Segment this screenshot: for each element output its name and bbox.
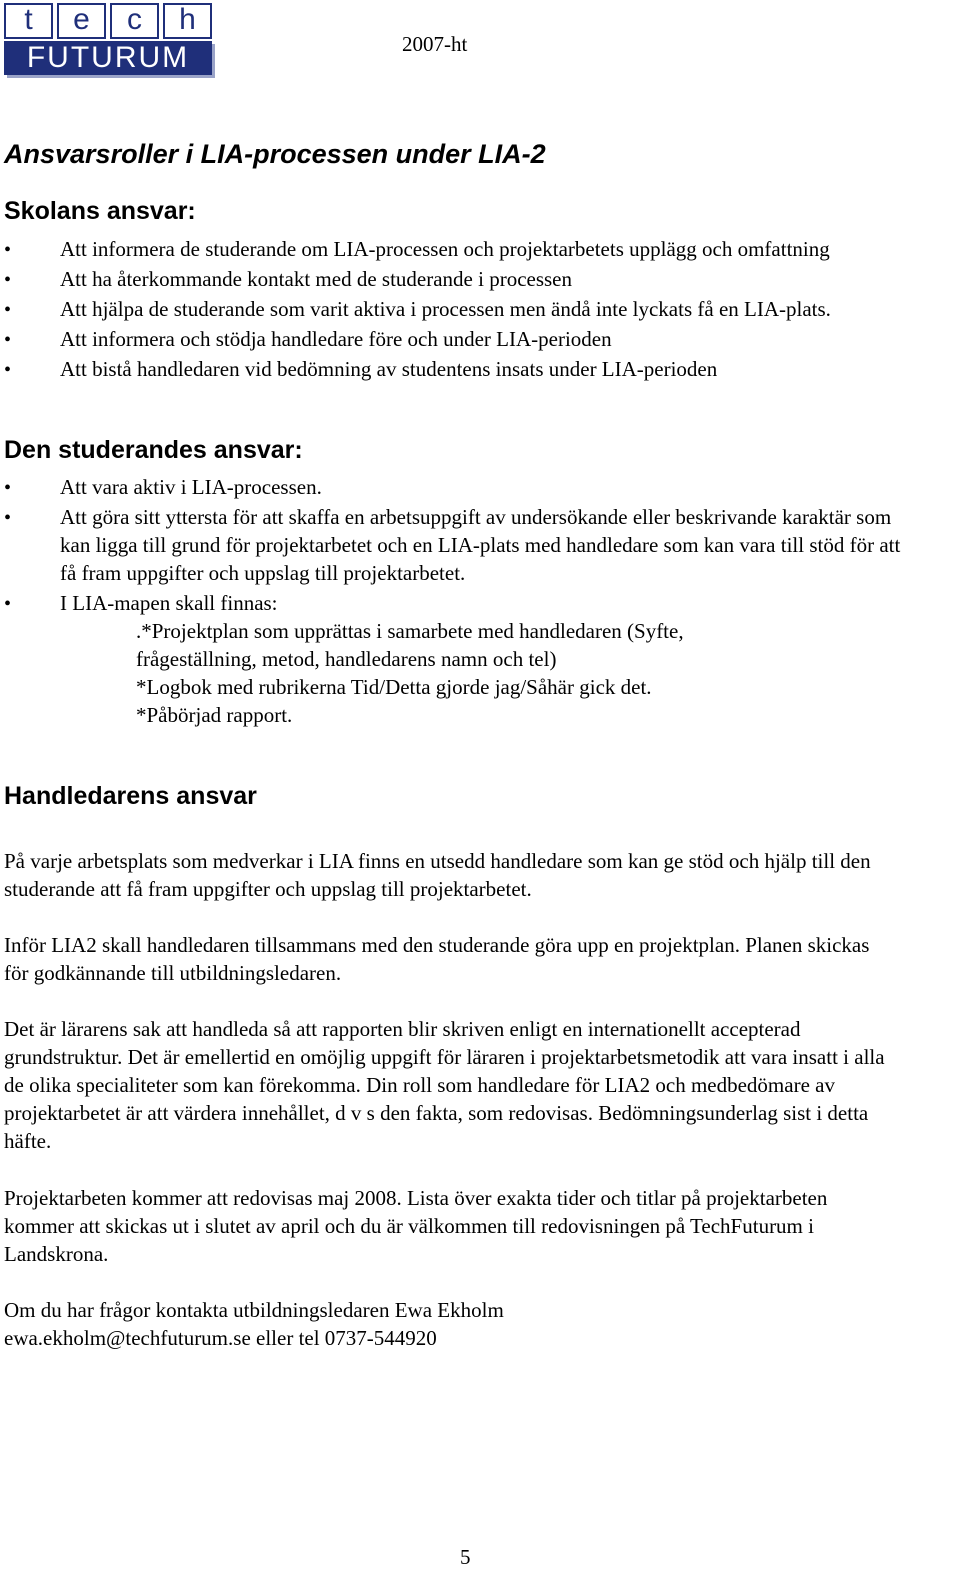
supervisor-heading: Handledarens ansvar xyxy=(4,782,257,810)
list-item xyxy=(0,473,910,502)
supervisor-paragraph: Inför LIA2 skall handledaren tillsammans med den studerande göra upp en projektplan. Planen skickas för godkännande till utbildningsledaren. xyxy=(4,933,870,985)
document-title: Ansvarsroller i LIA-processen under LIA-2 xyxy=(4,139,546,169)
supervisor-paragraph: Det är lärarens sak att handleda så att rapporten blir skriven enligt en internationellt accepterad grundstruktur. Det är emellertid en omöjlig uppgift för läraren i projektarbetsmetodik att vara insatt i alla de olika specialiteter som kan förekomma. Din roll som handledare för LIA2 och medbedömare av projektarbetet är att värdera innehållet, d v s den fakta, som redovisas. Bedömningsunderlag sist i detta häfte. xyxy=(4,1017,885,1153)
bullet-icon xyxy=(4,295,14,325)
list-item-text: Att informera och stödja handledare före och under LIA-perioden xyxy=(60,327,612,351)
logo-wordmark: FUTURUM xyxy=(4,41,212,75)
page-number: 5 xyxy=(460,1545,471,1569)
contact-paragraph: Om du har frågor kontakta utbildningsledaren Ewa Ekholm ewa.ekholm@techfuturum.se eller tel 0737-544920 xyxy=(4,1298,504,1350)
student-list xyxy=(0,473,910,618)
folder-content-line: frågeställning, metod, handledarens namn och tel) xyxy=(136,647,557,671)
logo-letter: c xyxy=(110,3,159,39)
folder-content-line: .*Projektplan som upprättas i samarbete med handledaren (Syfte, xyxy=(136,619,684,643)
bullet-icon xyxy=(4,355,14,385)
school-heading: Skolans ansvar: xyxy=(4,197,196,225)
folder-content-line: *Påbörjad rapport. xyxy=(136,703,293,727)
list-item xyxy=(0,355,831,384)
bullet-icon xyxy=(4,589,14,619)
bullet-icon xyxy=(4,503,14,532)
list-item-text: Att informera de studerande om LIA-processen och projektarbetets upplägg och omfattning xyxy=(60,237,830,261)
list-item-text: Att hjälpa de studerande som varit aktiva i processen men ändå inte lyckats få en LIA-plats. xyxy=(60,297,831,321)
list-item-text: Att göra sitt yttersta för att skaffa en arbetsuppgift av undersökande eller beskrivande karaktär som kan ligga till grund för projektarbetet och en LIA-plats med handledare som kan vara till stöd för att få fram uppgifter och uppslag till projektarbetet. xyxy=(60,505,901,585)
header-term: 2007-ht xyxy=(402,32,468,56)
list-item-text: Att vara aktiv i LIA-processen. xyxy=(60,475,322,499)
techfuturum-logo xyxy=(4,3,212,75)
school-list xyxy=(0,235,831,384)
list-item xyxy=(0,325,831,354)
logo-letter: h xyxy=(163,3,212,39)
logo-letter: e xyxy=(57,3,106,39)
student-heading: Den studerandes ansvar: xyxy=(4,436,303,464)
list-item xyxy=(0,235,831,264)
folder-content-line: *Logbok med rubrikerna Tid/Detta gjorde jag/Såhär gick det. xyxy=(136,675,652,699)
supervisor-paragraph: På varje arbetsplats som medverkar i LIA finns en utsedd handledare som kan ge stöd och hjälp till den studerande att få fram uppgifter och uppslag till projektarbetet. xyxy=(4,849,871,901)
logo-letter: t xyxy=(4,3,53,39)
list-item xyxy=(0,265,831,294)
logo-letter-row xyxy=(4,3,212,39)
list-item xyxy=(0,295,831,324)
supervisor-paragraph: Projektarbeten kommer att redovisas maj 2008. Lista över exakta tider och titlar på projektarbeten kommer att skickas ut i slutet av april och du är välkommen till redovisningen på TechFuturum i Landskrona. xyxy=(4,1186,828,1266)
bullet-icon xyxy=(4,325,14,355)
list-item-text: I LIA-mapen skall finnas: xyxy=(60,591,278,615)
lia-folder-contents xyxy=(136,617,684,729)
list-item xyxy=(0,503,910,587)
list-item-text: Att ha återkommande kontakt med de studerande i processen xyxy=(60,267,572,291)
list-item xyxy=(0,589,910,618)
bullet-icon xyxy=(4,473,14,503)
bullet-icon xyxy=(4,265,14,295)
list-item-text: Att bistå handledaren vid bedömning av studentens insats under LIA-perioden xyxy=(60,357,718,381)
bullet-icon xyxy=(4,235,14,265)
